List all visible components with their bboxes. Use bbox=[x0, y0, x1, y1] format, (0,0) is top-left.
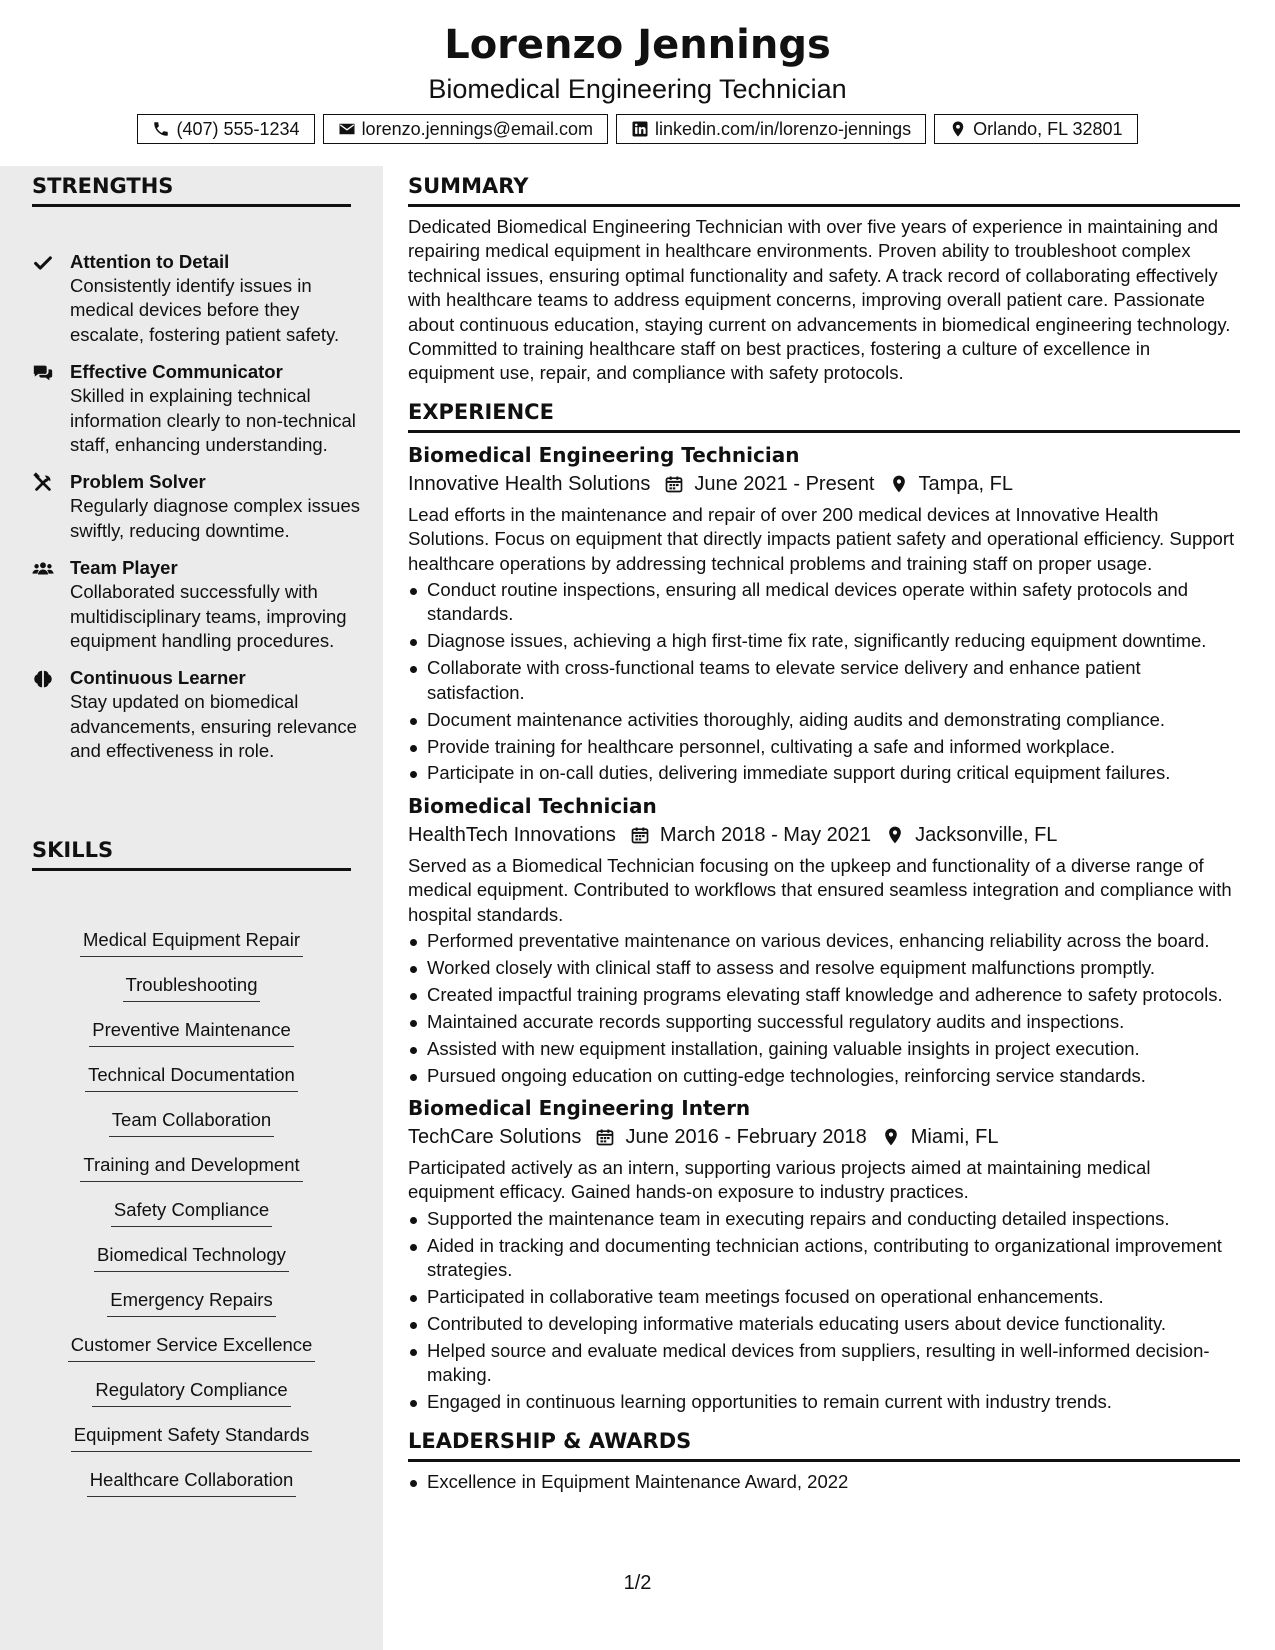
awards-list bbox=[408, 1470, 1240, 1494]
resume-header bbox=[0, 0, 1275, 166]
list-item: Contributed to developing informative materials educating users about device functionality. bbox=[408, 1312, 1240, 1336]
strength-title: Problem Solver bbox=[70, 471, 206, 493]
skill-label: Equipment Safety Standards bbox=[71, 1423, 313, 1452]
contact-linkedin-text: linkedin.com/in/lorenzo-jennings bbox=[654, 118, 912, 139]
job-bullets bbox=[408, 1207, 1240, 1415]
skill-item bbox=[32, 1243, 351, 1288]
job-entry bbox=[408, 792, 1240, 1088]
job-location: Jacksonville, FL bbox=[915, 823, 1058, 846]
job-company: Innovative Health Solutions bbox=[408, 472, 651, 495]
list-item: Engaged in continuous learning opportunities to remain current with industry trends. bbox=[408, 1390, 1240, 1414]
tools-icon bbox=[32, 470, 70, 543]
list-item: Aided in tracking and documenting technician actions, contributing to organizational improvement strategies. bbox=[408, 1234, 1240, 1283]
strength-title: Continuous Learner bbox=[70, 667, 246, 689]
contact-phone[interactable] bbox=[137, 114, 314, 144]
skill-item bbox=[32, 973, 351, 1018]
skill-item bbox=[32, 1063, 351, 1108]
calendar-icon bbox=[650, 474, 694, 494]
list-item: Provide training for healthcare personnel, cultivating a safe and informed workplace. bbox=[408, 735, 1240, 759]
job-title: Biomedical Engineering Intern bbox=[408, 1095, 751, 1120]
people-group-icon bbox=[32, 556, 70, 653]
job-bullets bbox=[408, 578, 1240, 786]
experience-heading: EXPERIENCE bbox=[408, 400, 1240, 433]
list-item: Diagnose issues, achieving a high first-time fix rate, significantly reducing equipment downtime. bbox=[408, 629, 1240, 653]
list-item: Performed preventative maintenance on various devices, enhancing reliability across the board. bbox=[408, 929, 1240, 953]
skill-label: Emergency Repairs bbox=[107, 1288, 275, 1317]
calendar-icon bbox=[616, 825, 660, 845]
skill-label: Technical Documentation bbox=[85, 1063, 298, 1092]
awards-heading: LEADERSHIP & AWARDS bbox=[408, 1429, 1240, 1462]
main-content bbox=[408, 166, 1240, 1496]
job-company: TechCare Solutions bbox=[408, 1125, 582, 1148]
contact-location-text: Orlando, FL 32801 bbox=[973, 118, 1123, 139]
job-meta bbox=[408, 820, 1240, 850]
skill-item bbox=[32, 928, 351, 973]
map-pin-icon bbox=[949, 120, 967, 138]
skill-label: Training and Development bbox=[80, 1153, 302, 1182]
list-item: Collaborate with cross-functional teams to elevate service delivery and enhance patient satisfaction. bbox=[408, 656, 1240, 705]
list-item: Worked closely with clinical staff to assess and resolve equipment malfunctions promptly. bbox=[408, 956, 1240, 980]
list-item: Supported the maintenance team in executing repairs and conducting detailed inspections. bbox=[408, 1207, 1240, 1231]
skill-label: Preventive Maintenance bbox=[89, 1018, 293, 1047]
list-item: Created impactful training programs elevating staff knowledge and adherence to safety protocols. bbox=[408, 983, 1240, 1007]
skill-label: Troubleshooting bbox=[123, 973, 261, 1002]
summary-text: Dedicated Biomedical Engineering Technician with over five years of experience in maintaining and repairing medical equipment in healthcare environments. Proven ability to troubleshoot complex technical issues, ensuring optimal functionality and safety. A track record of collaborating effectively with healthcare teams to address equipment concerns, improving overall patient care. Passionate about continuous education, staying current on advancements in biomedical engineering technology. Committed to training healthcare staff on best practices, fostering a culture of excellence in equipment use, repair, and compliance with safety protocols. bbox=[408, 216, 1231, 384]
page-number: 1/2 bbox=[623, 1572, 652, 1594]
map-pin-icon bbox=[875, 474, 919, 494]
contact-bar bbox=[0, 114, 1275, 144]
list-item: Maintained accurate records supporting successful regulatory audits and inspections. bbox=[408, 1010, 1240, 1034]
list-item: Document maintenance activities thoroughly, aiding audits and demonstrating compliance. bbox=[408, 708, 1240, 732]
skill-item bbox=[32, 1198, 351, 1243]
list-item: Conduct routine inspections, ensuring all medical devices operate within safety protocols and standards. bbox=[408, 578, 1240, 627]
job-description: Served as a Biomedical Technician focusing on the upkeep and functionality of a diverse range of medical equipment. Contributed to workflows that ensured seamless integration and compliance with hospital standards. bbox=[408, 854, 1232, 925]
job-location: Miami, FL bbox=[910, 1125, 999, 1148]
contact-phone-text: (407) 555-1234 bbox=[176, 118, 300, 139]
skill-label: Team Collaboration bbox=[109, 1108, 274, 1137]
list-item: Participate in on-call duties, delivering immediate support during critical equipment failures. bbox=[408, 761, 1240, 785]
job-dates: June 2021 - Present bbox=[694, 472, 875, 495]
job-entry bbox=[408, 1094, 1240, 1415]
candidate-name: Lorenzo Jennings bbox=[444, 22, 831, 68]
strength-desc: Stay updated on biomedical advancements, ensuring relevance and effectiveness in role. bbox=[70, 691, 357, 762]
contact-email-text: lorenzo.jennings@email.com bbox=[361, 118, 593, 139]
skill-label: Healthcare Collaboration bbox=[87, 1468, 297, 1497]
brain-icon bbox=[32, 666, 70, 763]
phone-icon bbox=[152, 120, 170, 138]
strength-desc: Collaborated successfully with multidisciplinary teams, improving equipment handling procedures. bbox=[70, 581, 347, 652]
contact-location[interactable] bbox=[934, 114, 1137, 144]
strength-item bbox=[32, 666, 362, 763]
job-location: Tampa, FL bbox=[918, 472, 1013, 495]
map-pin-icon bbox=[867, 1127, 911, 1147]
job-entry bbox=[408, 441, 1240, 786]
skill-item bbox=[32, 1468, 351, 1513]
strength-item bbox=[32, 556, 362, 653]
map-pin-icon bbox=[871, 825, 915, 845]
strength-desc: Regularly diagnose complex issues swiftly, reducing downtime. bbox=[70, 495, 360, 541]
list-item: Assisted with new equipment installation, gaining valuable insights in project execution. bbox=[408, 1037, 1240, 1061]
list-item: Excellence in Equipment Maintenance Award, 2022 bbox=[408, 1470, 1240, 1494]
strength-item bbox=[32, 360, 362, 457]
skill-item bbox=[32, 1333, 351, 1378]
calendar-icon bbox=[581, 1127, 625, 1147]
checkmark-icon bbox=[32, 250, 70, 347]
envelope-icon bbox=[338, 120, 356, 138]
linkedin-icon bbox=[631, 120, 649, 138]
strength-item bbox=[32, 470, 362, 543]
job-company: HealthTech Innovations bbox=[408, 823, 616, 846]
skill-item bbox=[32, 1153, 351, 1198]
chat-bubbles-icon bbox=[32, 360, 70, 457]
skill-label: Customer Service Excellence bbox=[68, 1333, 316, 1362]
skill-label: Safety Compliance bbox=[111, 1198, 272, 1227]
job-title: Biomedical Engineering Technician bbox=[408, 442, 800, 467]
job-description: Participated actively as an intern, supporting various projects aimed at maintaining medical equipment efficacy. Gained hands-on exposure to industry practices. bbox=[408, 1156, 1151, 1203]
contact-linkedin[interactable] bbox=[616, 114, 926, 144]
strength-desc: Skilled in explaining technical information clearly to non-technical staff, enhancing understanding. bbox=[70, 385, 356, 456]
strengths-heading: STRENGTHS bbox=[32, 174, 351, 207]
summary-heading: SUMMARY bbox=[408, 174, 1240, 207]
job-meta bbox=[408, 1122, 1240, 1152]
job-bullets bbox=[408, 929, 1240, 1088]
strength-item bbox=[32, 250, 362, 347]
job-description: Lead efforts in the maintenance and repair of over 200 medical devices at Innovative Health Solutions. Focus on equipment that directly impacts patient safety and operational efficiency. Support healthcare operations by addressing technical problems and training staff on proper usage. bbox=[408, 503, 1235, 574]
skill-item bbox=[32, 1288, 351, 1333]
skills-list bbox=[32, 928, 351, 1513]
skill-label: Regulatory Compliance bbox=[92, 1378, 290, 1407]
job-meta bbox=[408, 469, 1240, 499]
candidate-title: Biomedical Engineering Technician bbox=[428, 74, 847, 104]
skills-heading: SKILLS bbox=[32, 838, 351, 871]
list-item: Helped source and evaluate medical devices from suppliers, resulting in well-informed decision-making. bbox=[408, 1339, 1240, 1388]
strength-title: Attention to Detail bbox=[70, 251, 230, 272]
contact-email[interactable] bbox=[323, 114, 608, 144]
skill-item bbox=[32, 1108, 351, 1153]
job-title: Biomedical Technician bbox=[408, 793, 657, 818]
job-dates: March 2018 - May 2021 bbox=[659, 823, 872, 846]
skill-label: Medical Equipment Repair bbox=[80, 928, 303, 957]
strength-desc: Consistently identify issues in medical devices before they escalate, fostering patient safety. bbox=[70, 275, 340, 345]
strength-title: Team Player bbox=[70, 557, 178, 579]
skill-item bbox=[32, 1378, 351, 1423]
list-item: Pursued ongoing education on cutting-edge technologies, reinforcing service standards. bbox=[408, 1064, 1240, 1088]
skill-item bbox=[32, 1423, 351, 1468]
skill-item bbox=[32, 1018, 351, 1063]
strengths-list bbox=[32, 250, 362, 777]
skill-label: Biomedical Technology bbox=[94, 1243, 289, 1272]
job-dates: June 2016 - February 2018 bbox=[625, 1125, 867, 1148]
list-item: Participated in collaborative team meetings focused on operational enhancements. bbox=[408, 1285, 1240, 1309]
strength-title: Effective Communicator bbox=[70, 361, 283, 383]
